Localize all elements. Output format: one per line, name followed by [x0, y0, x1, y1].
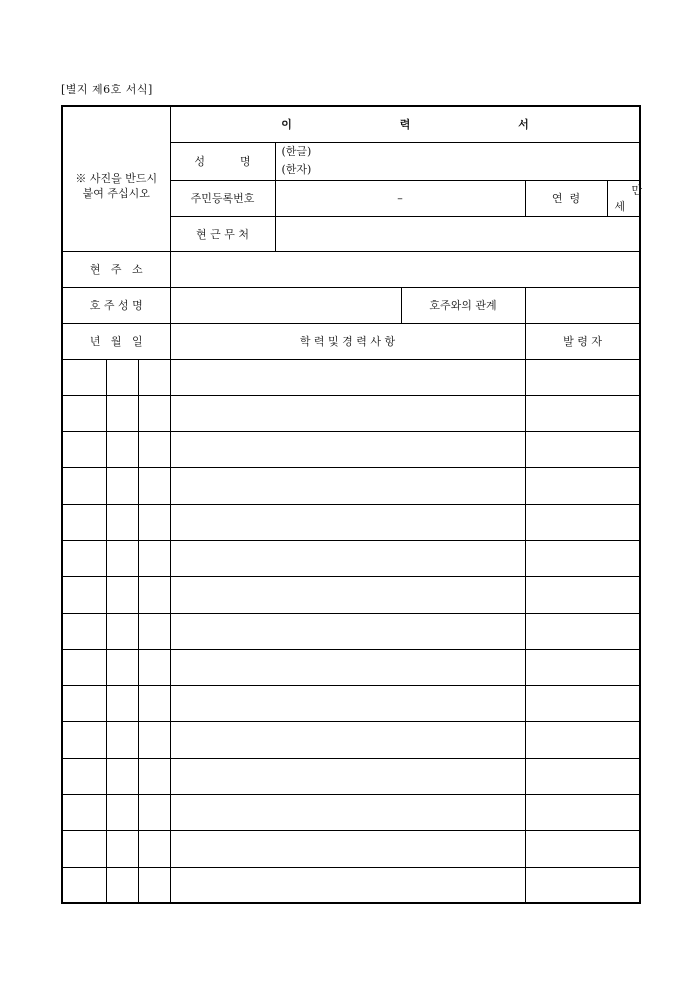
history-row	[62, 432, 640, 468]
name-label: 성 명	[170, 142, 275, 180]
history-month-cell[interactable]	[106, 722, 138, 758]
history-row	[62, 867, 640, 903]
history-row	[62, 359, 640, 395]
history-issuer-cell[interactable]	[525, 649, 640, 685]
photo-instruction: ※ 사진을 반드시 붙여 주십시오	[75, 172, 158, 201]
history-day-cell[interactable]	[138, 831, 170, 867]
name-field[interactable]	[275, 142, 640, 180]
history-content-cell[interactable]	[170, 867, 525, 903]
history-month-cell[interactable]	[106, 359, 138, 395]
history-year-cell[interactable]	[62, 359, 106, 395]
age-label: 연 령	[525, 180, 607, 216]
history-day-cell[interactable]	[138, 468, 170, 504]
history-issuer-cell[interactable]	[525, 540, 640, 576]
history-year-cell[interactable]	[62, 722, 106, 758]
history-year-cell[interactable]	[62, 577, 106, 613]
history-year-cell[interactable]	[62, 540, 106, 576]
history-date-header: 년 월 일	[62, 323, 170, 359]
history-day-cell[interactable]	[138, 577, 170, 613]
history-row	[62, 722, 640, 758]
history-issuer-cell[interactable]	[525, 795, 640, 831]
history-year-cell[interactable]	[62, 831, 106, 867]
workplace-label: 현 근 무 처	[170, 216, 275, 251]
resume-form	[61, 105, 641, 904]
history-content-cell[interactable]	[170, 686, 525, 722]
history-row	[62, 758, 640, 794]
resident-number-separator: –	[397, 191, 403, 205]
history-month-cell[interactable]	[106, 831, 138, 867]
resident-number-label: 주민등록번호	[170, 180, 275, 216]
history-day-cell[interactable]	[138, 686, 170, 722]
history-month-cell[interactable]	[106, 432, 138, 468]
history-day-cell[interactable]	[138, 867, 170, 903]
address-label: 현 주 소	[62, 251, 170, 287]
history-month-cell[interactable]	[106, 758, 138, 794]
history-issuer-cell[interactable]	[525, 831, 640, 867]
history-content-cell[interactable]	[170, 613, 525, 649]
workplace-field[interactable]	[275, 216, 640, 251]
history-issuer-cell[interactable]	[525, 395, 640, 431]
history-row	[62, 540, 640, 576]
history-row	[62, 686, 640, 722]
address-field[interactable]	[170, 251, 640, 287]
age-suffix: 세	[614, 200, 626, 213]
history-issuer-header: 발 령 자	[525, 323, 640, 359]
history-issuer-cell[interactable]	[525, 504, 640, 540]
history-month-cell[interactable]	[106, 577, 138, 613]
history-year-cell[interactable]	[62, 867, 106, 903]
history-issuer-cell[interactable]	[525, 686, 640, 722]
name-hanja-label: (한자)	[281, 163, 312, 176]
history-month-cell[interactable]	[106, 540, 138, 576]
history-day-cell[interactable]	[138, 540, 170, 576]
history-day-cell[interactable]	[138, 758, 170, 794]
householder-relation-field[interactable]	[525, 287, 640, 323]
age-field[interactable]	[607, 180, 643, 216]
history-content-cell[interactable]	[170, 468, 525, 504]
document-title: 이 력 서	[170, 106, 640, 142]
history-month-cell[interactable]	[106, 686, 138, 722]
history-content-cell[interactable]	[170, 395, 525, 431]
resident-number-field[interactable]	[275, 180, 525, 216]
history-month-cell[interactable]	[106, 468, 138, 504]
history-day-cell[interactable]	[138, 432, 170, 468]
history-year-cell[interactable]	[62, 795, 106, 831]
householder-name-label: 호 주 성 명	[62, 287, 170, 323]
history-issuer-cell[interactable]	[525, 613, 640, 649]
history-row	[62, 613, 640, 649]
history-day-cell[interactable]	[138, 795, 170, 831]
history-content-cell[interactable]	[170, 504, 525, 540]
householder-name-field[interactable]	[170, 287, 401, 323]
history-issuer-cell[interactable]	[525, 758, 640, 794]
history-rows	[62, 359, 640, 903]
history-year-cell[interactable]	[62, 504, 106, 540]
name-hangul-label: (한글)	[281, 145, 312, 158]
history-content-cell[interactable]	[170, 432, 525, 468]
history-row	[62, 831, 640, 867]
history-year-cell[interactable]	[62, 649, 106, 685]
form-number-label: [별지 제6호 서식]	[61, 83, 153, 96]
history-month-cell[interactable]	[106, 395, 138, 431]
history-issuer-cell[interactable]	[525, 867, 640, 903]
history-row	[62, 577, 640, 613]
history-month-cell[interactable]	[106, 649, 138, 685]
history-content-cell[interactable]	[170, 540, 525, 576]
history-year-cell[interactable]	[62, 468, 106, 504]
history-content-cell[interactable]	[170, 831, 525, 867]
photo-area[interactable]	[62, 106, 170, 251]
history-issuer-cell[interactable]	[525, 577, 640, 613]
history-row	[62, 795, 640, 831]
history-issuer-cell[interactable]	[525, 359, 640, 395]
history-row	[62, 649, 640, 685]
history-content-cell[interactable]	[170, 577, 525, 613]
history-day-cell[interactable]	[138, 722, 170, 758]
history-issuer-cell[interactable]	[525, 722, 640, 758]
history-day-cell[interactable]	[138, 504, 170, 540]
history-row	[62, 395, 640, 431]
history-issuer-cell[interactable]	[525, 432, 640, 468]
history-year-cell[interactable]	[62, 686, 106, 722]
history-month-cell[interactable]	[106, 504, 138, 540]
history-day-cell[interactable]	[138, 359, 170, 395]
history-content-cell[interactable]	[170, 795, 525, 831]
history-year-cell[interactable]	[62, 758, 106, 794]
history-year-cell[interactable]	[62, 395, 106, 431]
history-content-cell[interactable]	[170, 359, 525, 395]
history-month-cell[interactable]	[106, 613, 138, 649]
history-row	[62, 504, 640, 540]
history-content-cell[interactable]	[170, 722, 525, 758]
history-row	[62, 468, 640, 504]
history-content-header: 학 력 및 경 력 사 항	[170, 323, 525, 359]
history-year-cell[interactable]	[62, 613, 106, 649]
history-month-cell[interactable]	[106, 867, 138, 903]
age-prefix: 만	[631, 184, 643, 197]
history-content-cell[interactable]	[170, 758, 525, 794]
history-day-cell[interactable]	[138, 649, 170, 685]
history-content-cell[interactable]	[170, 649, 525, 685]
history-day-cell[interactable]	[138, 613, 170, 649]
history-year-cell[interactable]	[62, 432, 106, 468]
history-month-cell[interactable]	[106, 795, 138, 831]
history-day-cell[interactable]	[138, 395, 170, 431]
householder-relation-label: 호주와의 관계	[401, 287, 525, 323]
history-issuer-cell[interactable]	[525, 468, 640, 504]
